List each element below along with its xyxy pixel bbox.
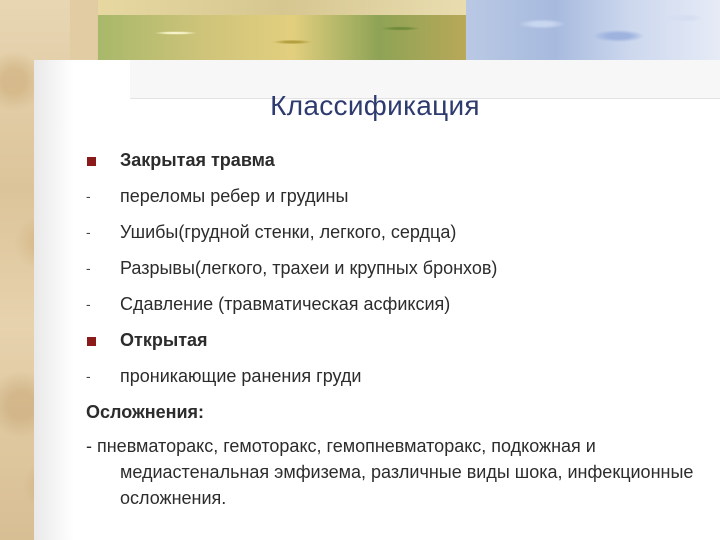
list-item-text: Сдавление (травматическая асфиксия)	[120, 294, 451, 314]
list-item-text: Разрывы(легкого, трахеи и крупных бронхов)	[120, 258, 498, 278]
list-item-text: Ушибы(грудной стенки, легкого, сердца)	[120, 222, 457, 242]
complications-heading: Осложнения:	[86, 402, 205, 422]
complications-text: - пневматоракс, гемоторакс, гемопневматоракс, подкожная и медиастенальная эмфизема, различные виды шока, инфекционные осложнения.	[86, 436, 694, 508]
decorative-banner-strip	[98, 0, 466, 15]
square-bullet-icon	[87, 337, 96, 346]
list-item	[86, 217, 706, 253]
dash-bullet-icon: -	[86, 260, 91, 276]
list-item-text: проникающие ранения груди	[120, 366, 362, 386]
list-item	[86, 289, 706, 325]
slide-title: Классификация	[270, 90, 480, 121]
dash-bullet-icon: -	[86, 224, 91, 240]
list-item-text: Закрытая травма	[120, 150, 275, 170]
list-item-text: переломы ребер и грудины	[120, 186, 349, 206]
square-bullet-icon	[87, 157, 96, 166]
bullet-marker	[86, 145, 116, 175]
dash-bullet-icon: -	[86, 368, 91, 384]
list-item	[86, 253, 706, 289]
list-item	[86, 145, 706, 181]
list-item	[86, 181, 706, 217]
bullet-marker	[86, 325, 116, 355]
list-item-text: Открытая	[120, 330, 208, 350]
slide-content	[86, 145, 706, 511]
decorative-floral-banner	[466, 0, 720, 60]
list-item	[86, 325, 706, 361]
list-item	[86, 361, 706, 397]
bullet-list	[86, 145, 706, 397]
dash-bullet-icon: -	[86, 296, 91, 312]
dash-bullet-icon: -	[86, 188, 91, 204]
